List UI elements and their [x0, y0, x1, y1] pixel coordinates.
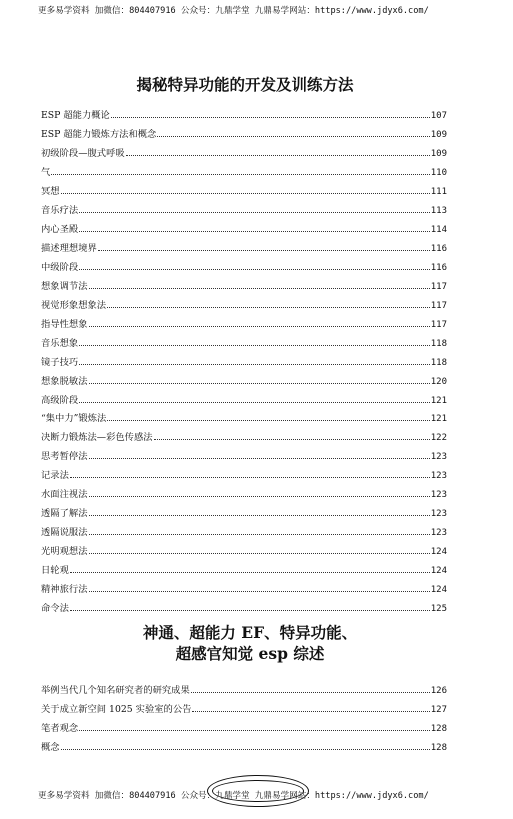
toc-entry-page: 107: [430, 110, 447, 121]
toc-entry-title: 冥想: [41, 185, 60, 197]
toc-leader-dots: [79, 364, 430, 365]
toc-entry-page: 123: [430, 528, 447, 539]
toc-leader-dots: [98, 250, 430, 251]
toc-entry-page: 123: [430, 490, 447, 501]
toc-entry-page: 120: [430, 376, 447, 387]
toc-leader-dots: [89, 591, 430, 592]
toc-entry-page: 113: [430, 205, 447, 216]
section-title-2-line-1: 神通、超能力 EF、特异功能、: [142, 623, 358, 642]
toc-leader-dots: [70, 572, 430, 573]
toc-leader-dots: [70, 477, 430, 478]
toc-entry: [41, 140, 447, 159]
toc-leader-dots: [89, 288, 430, 289]
page-footer: 更多易学资料 加微信：804407916 公众号：九鼎学堂 九鼎易学网站：https://www.jdyx6.com/: [38, 791, 429, 801]
toc-list-1: [41, 102, 447, 614]
toc-entry: [41, 406, 447, 425]
toc-entry-title: 描述理想境界: [41, 242, 97, 254]
toc-leader-dots: [154, 439, 430, 440]
toc-leader-dots: [79, 269, 430, 270]
toc-entry-title: 思考暂停法: [41, 451, 88, 463]
toc-leader-dots: [79, 402, 430, 403]
toc-entry-page: 122: [430, 433, 447, 444]
toc-leader-dots: [61, 749, 430, 750]
section-title-2: [0, 622, 500, 664]
toc-leader-dots: [89, 383, 430, 384]
toc-entry: [41, 424, 447, 443]
toc-entry-title: 关于成立新空间 1025 实验室的公告: [41, 703, 192, 715]
toc-entry: [41, 121, 447, 140]
toc-leader-dots: [191, 692, 430, 693]
toc-entry: [41, 254, 447, 273]
toc-entry-page: 123: [430, 509, 447, 520]
toc-leader-dots: [89, 496, 430, 497]
section-title-2-line-2: 超感官知觉 esp 综述: [175, 644, 325, 663]
toc-leader-dots: [89, 458, 430, 459]
toc-leader-dots: [79, 231, 430, 232]
toc-entry-title: 镜子技巧: [41, 356, 79, 368]
toc-leader-dots: [89, 534, 430, 535]
toc-list-2: [41, 677, 447, 753]
toc-entry-page: 111: [430, 186, 447, 197]
toc-entry-title: 光明观想法: [41, 546, 88, 558]
toc-entry: [41, 387, 447, 406]
toc-leader-dots: [192, 711, 429, 712]
toc-leader-dots: [107, 420, 429, 421]
toc-leader-dots: [89, 515, 430, 516]
toc-entry-title: 决断力锻炼法—彩色传感法: [41, 432, 153, 444]
section-title-1: 揭秘特异功能的开发及训练方法: [136, 75, 354, 94]
toc-entry: [41, 159, 447, 178]
toc-entry-page: 128: [430, 742, 447, 753]
toc-leader-dots: [79, 212, 430, 213]
toc-entry: [41, 349, 447, 368]
toc-entry-title: 水面注视法: [41, 489, 88, 501]
toc-entry-title: 透隔了解法: [41, 508, 88, 520]
toc-leader-dots: [89, 326, 430, 327]
toc-entry-title: 命令法: [41, 603, 69, 615]
toc-entry: [41, 311, 447, 330]
toc-entry: [41, 197, 447, 216]
toc-leader-dots: [61, 193, 430, 194]
toc-entry: [41, 368, 447, 387]
toc-leader-dots: [70, 610, 430, 611]
toc-entry: [41, 538, 447, 557]
toc-entry: [41, 696, 447, 715]
toc-entry-page: 124: [430, 566, 447, 577]
toc-entry-title: 视觉形象想象法: [41, 299, 107, 311]
toc-entry-title: 指导性想象: [41, 318, 88, 330]
toc-entry-title: 举例当代几个知名研究者的研究成果: [41, 684, 190, 696]
page-header: 更多易学资料 加微信：804407916 公众号：九鼎学堂 九鼎易学网站：https://www.jdyx6.com/: [38, 6, 429, 16]
toc-entry-title: ESP 超能力概论: [41, 109, 110, 121]
toc-entry: [41, 500, 447, 519]
toc-entry-page: 118: [430, 338, 447, 349]
toc-leader-dots: [79, 730, 430, 731]
toc-entry-page: 121: [430, 395, 447, 406]
toc-entry-page: 123: [430, 452, 447, 463]
toc-entry-page: 124: [430, 585, 447, 596]
toc-entry: [41, 292, 447, 311]
toc-entry: [41, 734, 447, 753]
toc-entry: [41, 519, 447, 538]
toc-leader-dots: [107, 307, 430, 308]
toc-leader-dots: [126, 155, 430, 156]
toc-entry-title: 笔者观念: [41, 722, 79, 734]
toc-entry-page: 125: [430, 604, 447, 615]
toc-entry-page: 114: [430, 224, 447, 235]
toc-entry: [41, 715, 447, 734]
toc-entry-page: 117: [430, 300, 447, 311]
toc-entry-page: 124: [430, 547, 447, 558]
toc-entry-page: 128: [430, 723, 447, 734]
toc-entry-page: 116: [430, 262, 447, 273]
toc-entry: [41, 595, 447, 614]
toc-entry-title: 概念: [41, 741, 60, 753]
toc-entry: [41, 677, 447, 696]
toc-entry: [41, 462, 447, 481]
toc-entry-title: 中级阶段: [41, 261, 79, 273]
toc-entry-title: “集中力”锻炼法: [41, 413, 107, 425]
toc-entry-title: 记录法: [41, 470, 69, 482]
toc-entry-title: 气: [41, 166, 51, 178]
toc-entry: [41, 557, 447, 576]
toc-entry-title: 想象脱敏法: [41, 375, 88, 387]
toc-entry-page: 121: [430, 414, 447, 425]
toc-leader-dots: [111, 117, 430, 118]
toc-entry-title: 想象调节法: [41, 280, 88, 292]
toc-entry: [41, 330, 447, 349]
toc-leader-dots: [157, 136, 429, 137]
toc-entry-page: 117: [430, 319, 447, 330]
toc-entry-title: ESP 超能力锻炼方法和概念: [41, 128, 157, 140]
toc-entry-title: 内心圣殿: [41, 223, 79, 235]
toc-entry-page: 126: [430, 685, 447, 696]
toc-entry: [41, 216, 447, 235]
toc-entry-page: 117: [430, 281, 447, 292]
toc-entry-page: 123: [430, 471, 447, 482]
toc-entry: [41, 576, 447, 595]
toc-entry-page: 110: [430, 167, 447, 178]
toc-entry-title: 精神旅行法: [41, 584, 88, 596]
toc-leader-dots: [89, 553, 430, 554]
toc-entry-page: 127: [430, 704, 447, 715]
toc-entry: [41, 481, 447, 500]
toc-entry: [41, 178, 447, 197]
toc-leader-dots: [79, 345, 430, 346]
toc-entry: [41, 102, 447, 121]
toc-entry-page: 109: [430, 129, 447, 140]
toc-entry-title: 音乐疗法: [41, 204, 79, 216]
toc-entry-page: 109: [430, 148, 447, 159]
toc-entry-title: 高级阶段: [41, 394, 79, 406]
toc-entry: [41, 273, 447, 292]
toc-entry-title: 透隔说服法: [41, 527, 88, 539]
toc-leader-dots: [51, 174, 429, 175]
toc-entry-page: 118: [430, 357, 447, 368]
toc-entry-title: 日轮观: [41, 565, 69, 577]
toc-entry-title: 音乐想象: [41, 337, 79, 349]
toc-entry-page: 116: [430, 243, 447, 254]
toc-entry: [41, 443, 447, 462]
toc-entry: [41, 235, 447, 254]
toc-entry-title: 初级阶段—腹式呼吸: [41, 147, 125, 159]
